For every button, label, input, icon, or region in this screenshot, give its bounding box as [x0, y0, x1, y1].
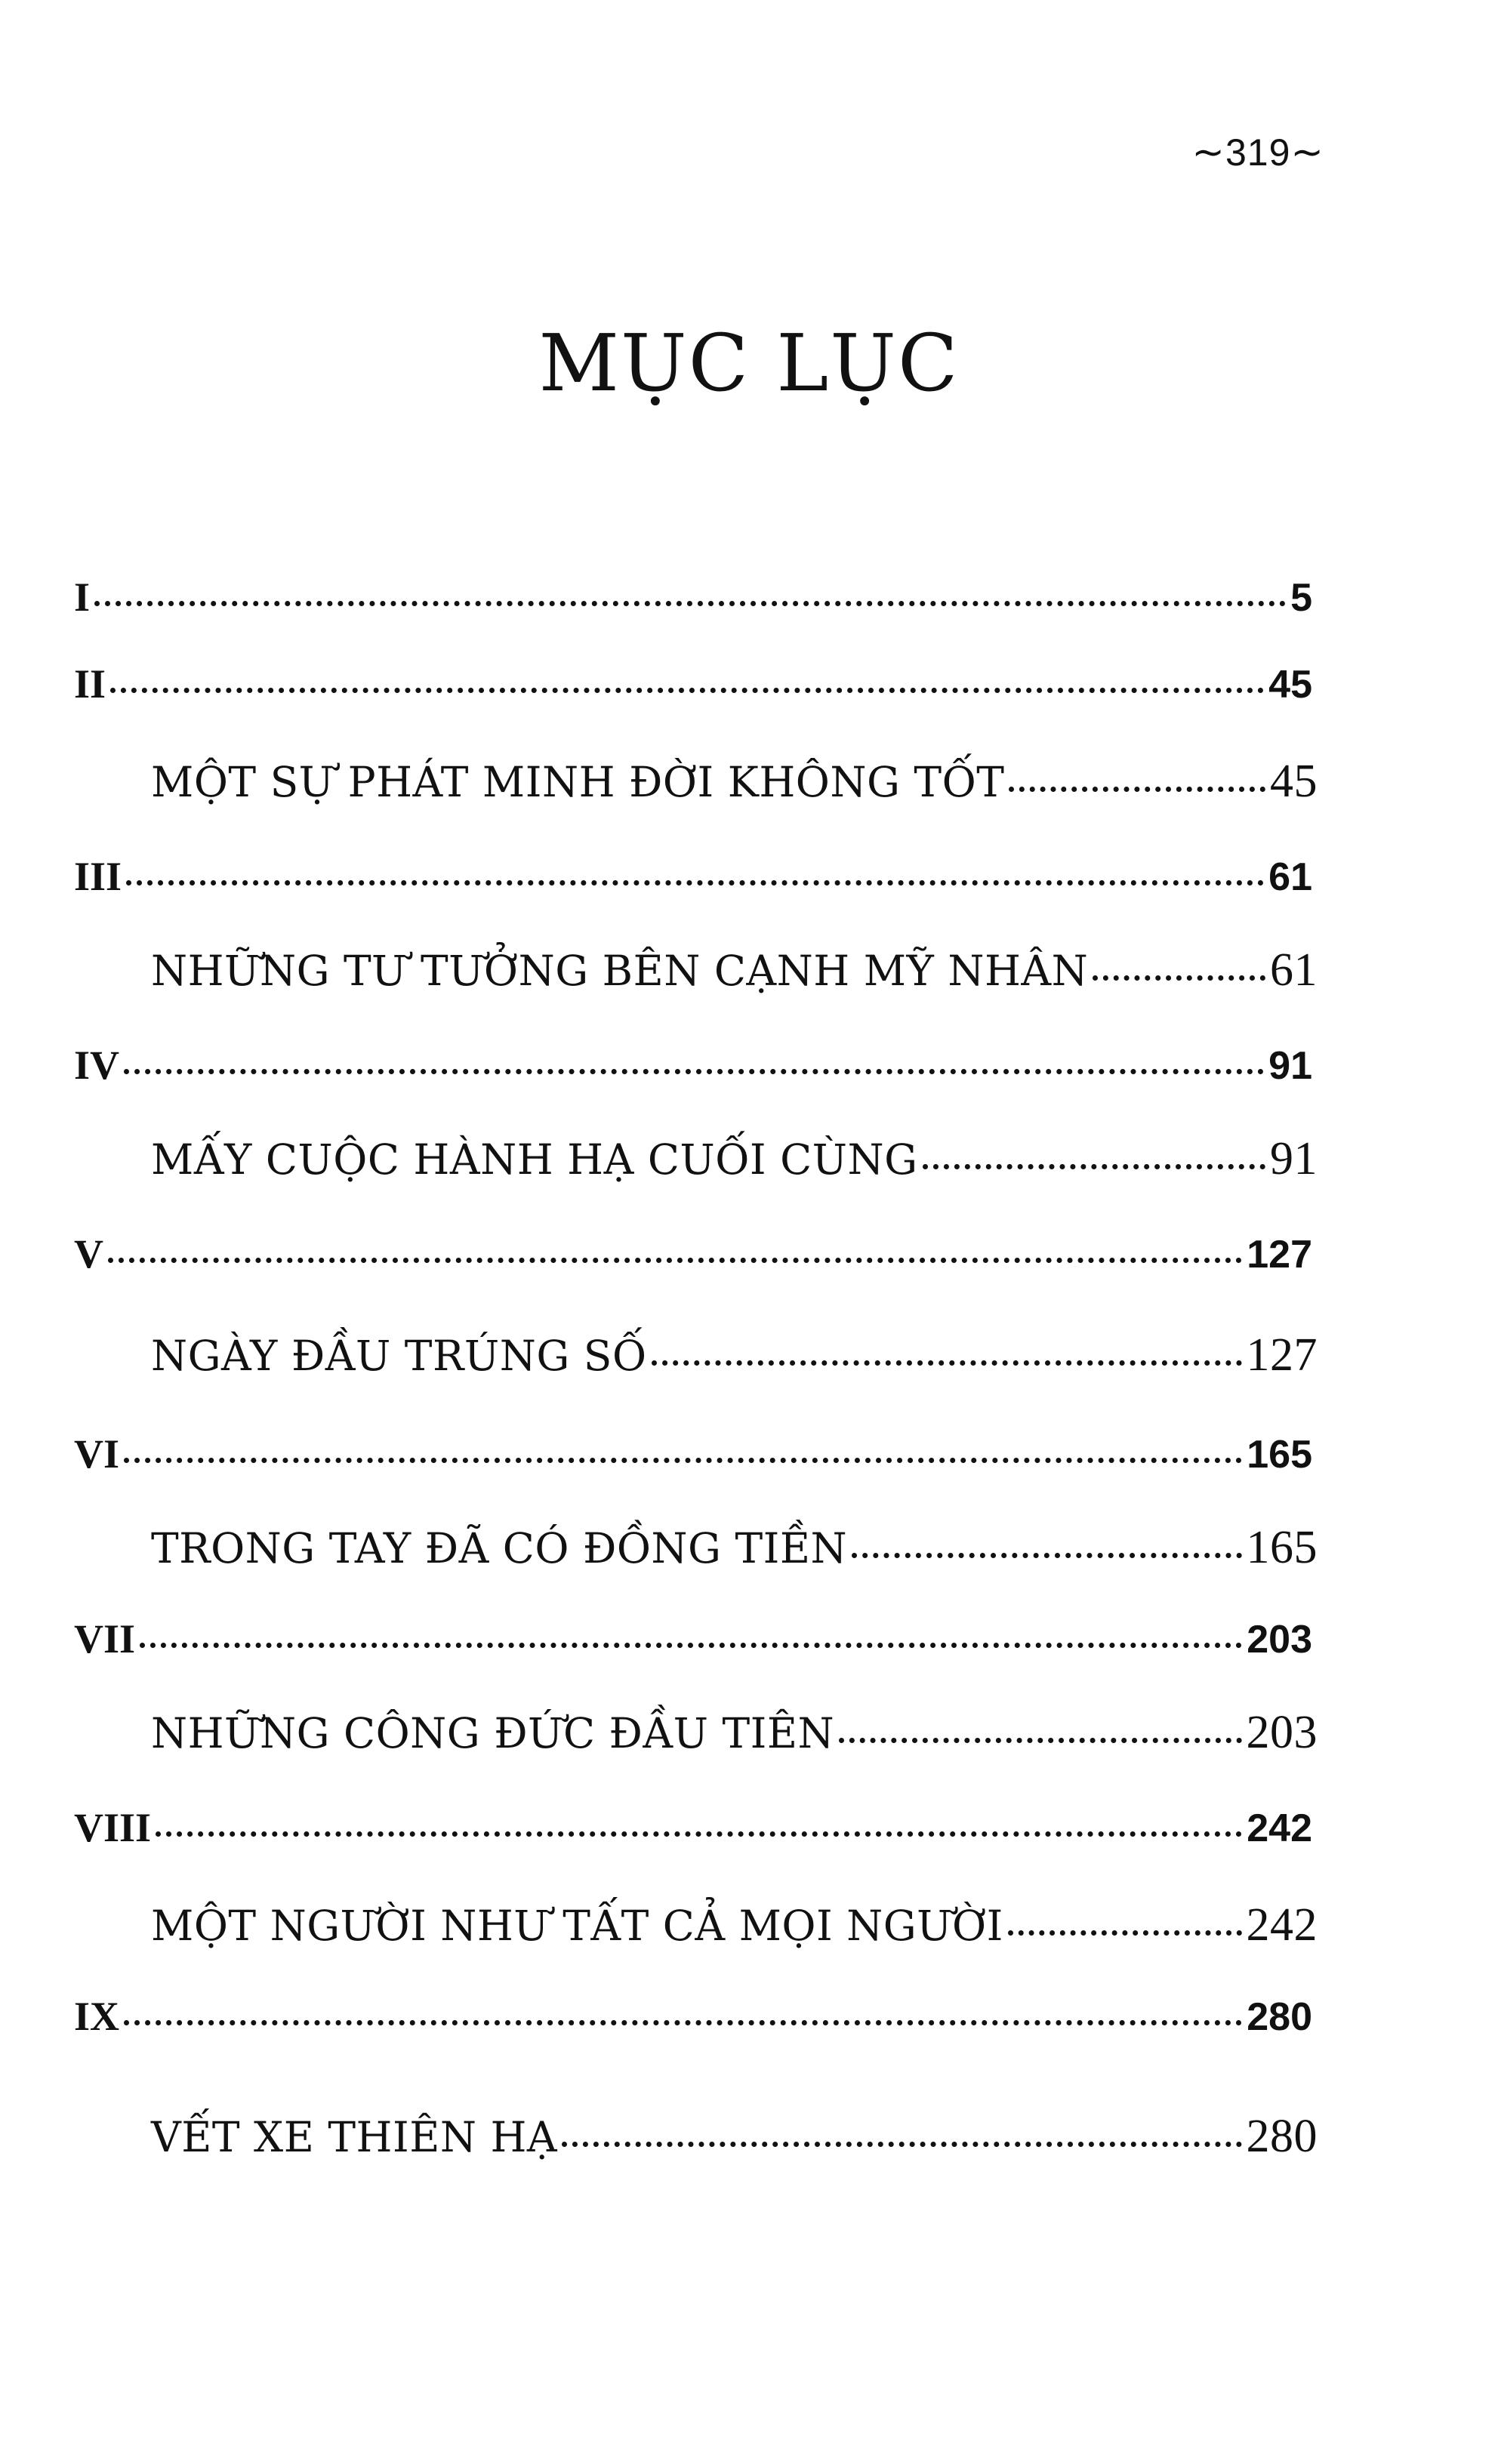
dot-leader — [156, 1831, 1242, 1837]
dot-leader — [923, 1164, 1265, 1169]
dot-leader — [652, 1360, 1242, 1366]
toc-section-6 — [151, 1521, 1318, 1575]
toc-chapter-label: VIII — [74, 1805, 152, 1850]
toc-page-number: 280 — [1247, 1995, 1312, 2039]
toc-section-2 — [151, 755, 1318, 808]
swash-left-ornament: ~ — [1191, 130, 1225, 175]
toc-page-number: 165 — [1247, 1433, 1312, 1477]
toc-chapter-6 — [74, 1431, 1312, 1477]
toc-title: MỤC LỤC — [538, 317, 960, 409]
toc-page-number: 91 — [1270, 1133, 1318, 1184]
dot-leader — [108, 1258, 1242, 1263]
toc-section-9 — [151, 2110, 1318, 2164]
toc-section-4 — [151, 1132, 1318, 1186]
toc-section-7 — [151, 1706, 1318, 1760]
toc-section-title: MỘT SỰ PHÁT MINH ĐỜI KHÔNG TỐT — [151, 758, 1005, 806]
toc-chapter-4 — [74, 1042, 1312, 1089]
toc-page-number: 45 — [1268, 663, 1312, 707]
toc-chapter-label: VI — [74, 1431, 120, 1477]
toc-page-number: 165 — [1246, 1522, 1318, 1573]
dot-leader — [126, 880, 1264, 886]
dot-leader — [110, 688, 1264, 693]
dot-leader — [1009, 787, 1265, 792]
toc-chapter-3 — [74, 853, 1312, 900]
toc-chapter-7 — [74, 1615, 1312, 1662]
toc-page-number: 61 — [1270, 944, 1318, 996]
dot-leader — [124, 1069, 1264, 1074]
toc-page-number: 203 — [1246, 1707, 1318, 1758]
toc-chapter-label: III — [74, 854, 122, 899]
toc-page-number: 91 — [1268, 1044, 1312, 1088]
toc-chapter-label: VII — [74, 1616, 136, 1662]
toc-chapter-label: I — [74, 574, 91, 620]
dot-leader — [1008, 1930, 1242, 1936]
dot-leader — [852, 1553, 1241, 1558]
toc-page-number: 5 — [1290, 576, 1312, 620]
toc-section-title: NGÀY ĐẦU TRÚNG SỐ — [151, 1332, 647, 1380]
dot-leader — [124, 2020, 1242, 2025]
toc-section-8 — [151, 1899, 1318, 1952]
dot-leader — [562, 2142, 1241, 2147]
toc-chapter-8 — [74, 1804, 1312, 1851]
toc-section-title: NHỮNG TƯ TƯỞNG BÊN CẠNH MỸ NHÂN — [151, 947, 1089, 995]
dot-leader — [124, 1458, 1242, 1463]
toc-section-title: NHỮNG CÔNG ĐỨC ĐẦU TIÊN — [151, 1709, 835, 1757]
toc-section-title: TRONG TAY ĐÃ CÓ ĐỒNG TIỀN — [151, 1524, 848, 1572]
toc-page-number: 203 — [1247, 1618, 1312, 1662]
dot-leader — [839, 1738, 1241, 1743]
toc-chapter-1 — [74, 574, 1312, 621]
toc-chapter-label: IV — [74, 1043, 120, 1088]
toc-page-number: 61 — [1268, 855, 1312, 899]
toc-chapter-label: II — [74, 661, 106, 707]
toc-chapter-2 — [74, 661, 1312, 707]
dot-leader — [1093, 975, 1265, 981]
toc-page-number: 242 — [1247, 1806, 1312, 1850]
toc-page-number: 127 — [1247, 1233, 1312, 1277]
toc-section-5 — [151, 1329, 1318, 1382]
toc-chapter-5 — [74, 1230, 1312, 1277]
swash-right-ornament: ~ — [1290, 130, 1324, 175]
toc-page-number: 242 — [1246, 1899, 1318, 1951]
toc-section-title: VẾT XE THIÊN HẠ — [151, 2113, 558, 2161]
toc-section-title: MẤY CUỘC HÀNH HẠ CUỐI CÙNG — [151, 1135, 918, 1184]
toc-chapter-label: IX — [74, 1994, 120, 2039]
toc-section-title: MỘT NGƯỜI NHƯ TẤT CẢ MỌI NGƯỜI — [151, 1902, 1003, 1950]
toc-chapter-label: V — [74, 1231, 103, 1277]
dot-leader — [94, 601, 1286, 606]
toc-chapter-9 — [74, 1993, 1312, 2040]
page-number-value: 319 — [1225, 131, 1291, 174]
toc-section-3 — [151, 944, 1318, 997]
dot-leader — [140, 1643, 1242, 1648]
toc-page-number: 280 — [1246, 2111, 1318, 2162]
toc-page-number: 127 — [1246, 1329, 1318, 1381]
toc-page-number: 45 — [1270, 756, 1318, 807]
